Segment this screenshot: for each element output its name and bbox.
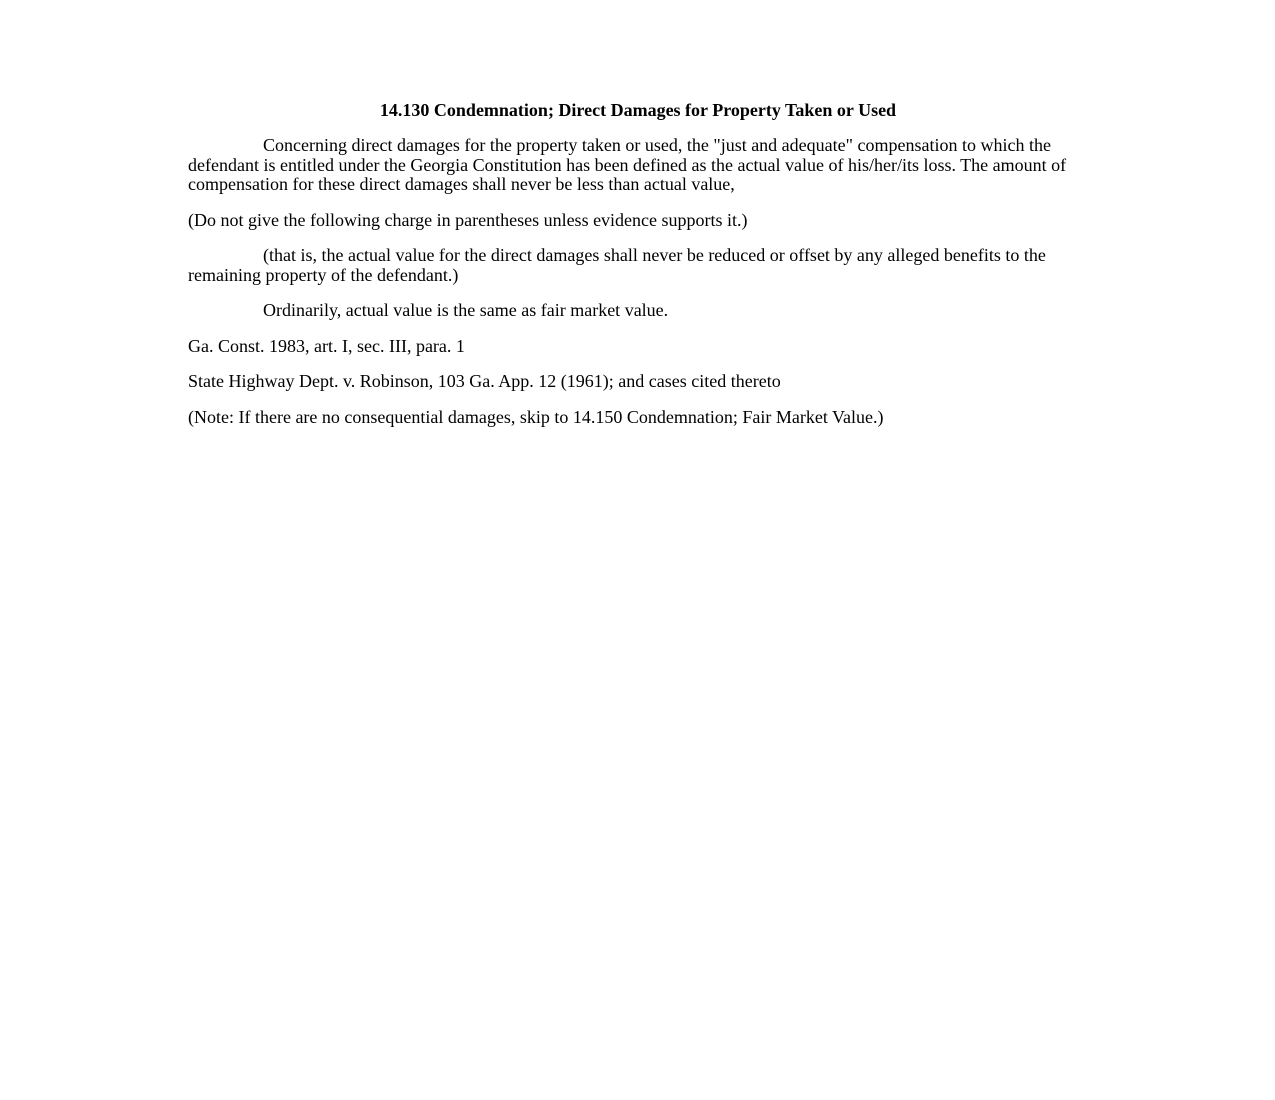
document-title: 14.130 Condemnation; Direct Damages for Property Taken or Used xyxy=(379,100,897,120)
paragraph-charge-instruction: (Do not give the following charge in parentheses unless evidence supports it.) xyxy=(188,209,748,230)
citation-constitution: Ga. Const. 1983, art. I, sec. III, para. 1 xyxy=(188,335,465,356)
paragraph-fair-market: Ordinarily, actual value is the same as fair market value. xyxy=(263,300,669,320)
note-skip: (Note: If there are no consequential damages, skip to 14.150 Condemnation; Fair Market Value.) xyxy=(188,406,884,427)
citation-case: State Highway Dept. v. Robinson, 103 Ga. App. 12 (1961); and cases cited thereto xyxy=(188,371,781,391)
paragraph-compensation: Concerning direct damages for the property taken or used, the "just and adequate" compensation to which the defendant is entitled under the Georgia Constitution has been defined as the actual value of his/her/its loss. The amount of compensation for these direct damages shall never be less than actual value, xyxy=(188,135,1067,194)
paragraph-offset: (that is, the actual value for the direct damages shall never be reduced or offset by any alleged benefits to the remaining property of the defendant.) xyxy=(188,245,1046,285)
document-page xyxy=(188,100,1088,443)
